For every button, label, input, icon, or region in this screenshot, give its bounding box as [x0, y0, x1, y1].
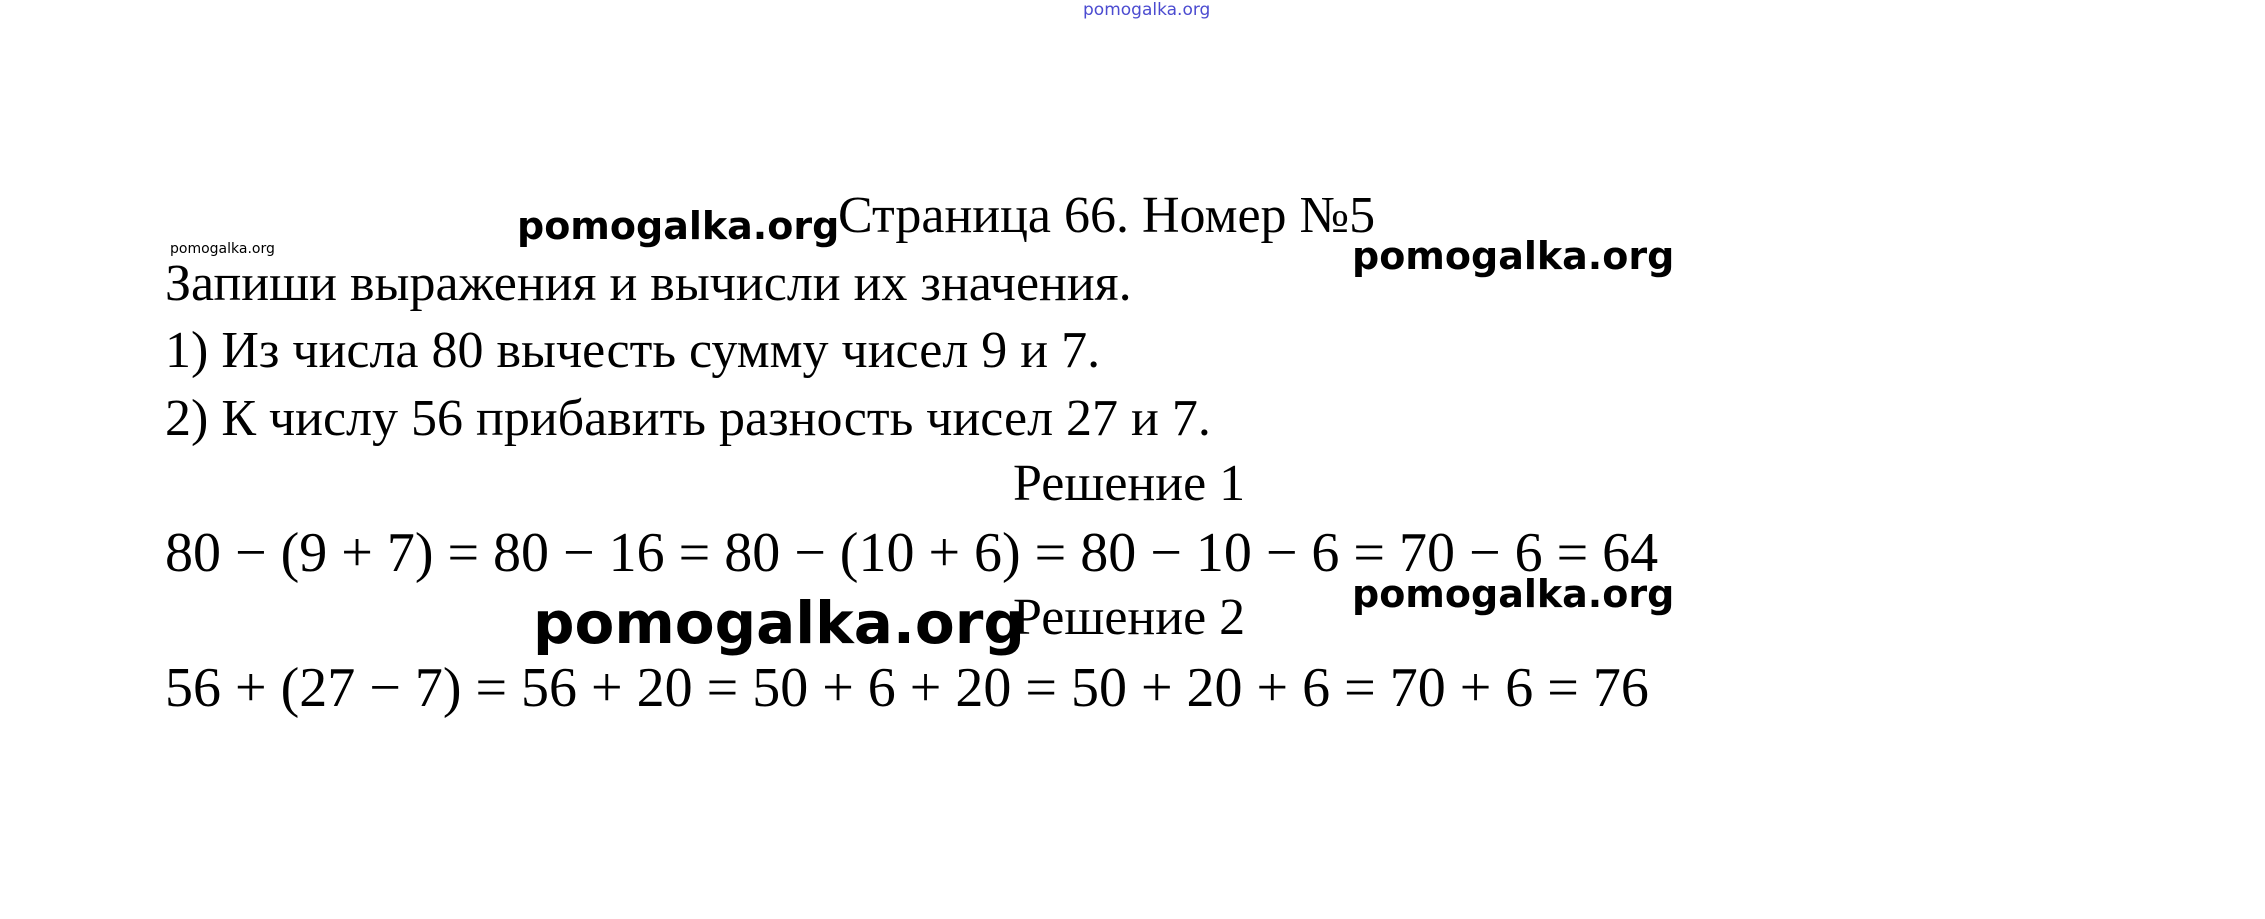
page-title: Страница 66. Номер №5: [838, 187, 1376, 244]
watermark-right-upper: pomogalka.org: [1352, 234, 1675, 278]
solution-2-heading: Решение 2: [1013, 589, 1246, 646]
watermark-top: pomogalka.org: [1083, 0, 1211, 20]
watermark-large-left: pomogalka.org: [533, 589, 1025, 657]
solution-1-heading: Решение 1: [1013, 455, 1246, 512]
task-text: Запиши выражения и вычисли их значения.: [165, 255, 1132, 312]
solution-2-expression: 56 + (27 − 7) = 56 + 20 = 50 + 6 + 20 = 50 + 20 + 6 = 70 + 6 = 76: [165, 657, 1649, 719]
task-item-1: 1) Из числа 80 вычесть сумму чисел 9 и 7.: [165, 322, 1101, 379]
solution-1-expression: 80 − (9 + 7) = 80 − 16 = 80 − (10 + 6) = 80 − 10 − 6 = 70 − 6 = 64: [165, 522, 1659, 584]
task-item-2: 2) К числу 56 прибавить разность чисел 27 и 7.: [165, 390, 1211, 447]
watermark-near-title: pomogalka.org: [517, 204, 840, 248]
watermark-right-lower: pomogalka.org: [1352, 572, 1675, 616]
watermark-small: pomogalka.org: [170, 241, 275, 257]
